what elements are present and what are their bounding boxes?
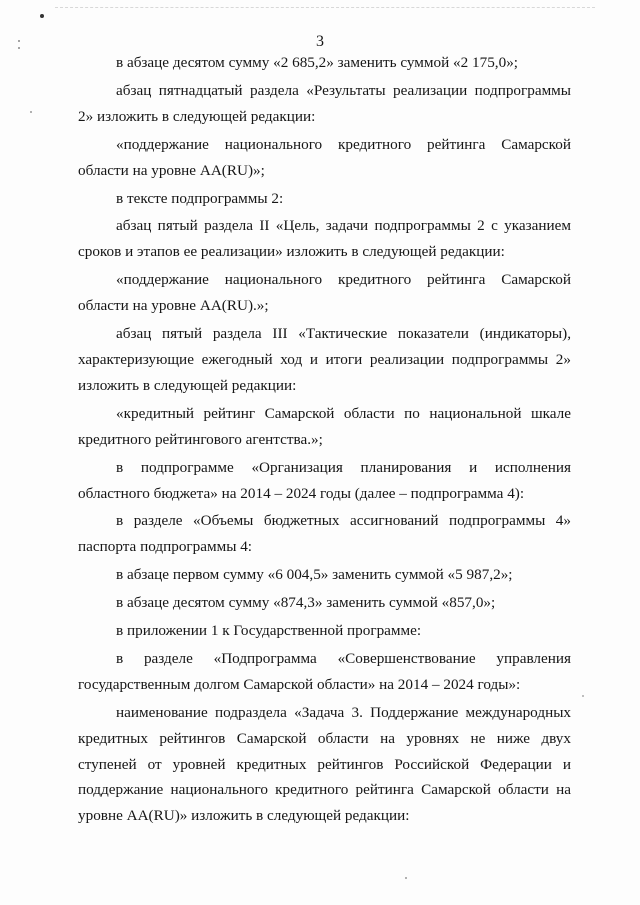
paragraph: в разделе «Подпрограмма «Совершенствование управления государственным долгом Самарской области» на 2014 – 2024 годы»:	[78, 649, 571, 693]
paragraph: в абзаце десятом сумму «2 685,2» заменить суммой «2 175,0»;	[116, 54, 519, 71]
paragraph: в разделе «Объемы бюджетных ассигнований подпрограммы 4» паспорта подпрограммы 4:	[78, 512, 571, 556]
paragraph: «поддержание национального кредитного рейтинга Самарской области на уровне AA(RU)»;	[78, 135, 571, 179]
paragraph: в подпрограмме «Организация планирования и исполнения областного бюджета» на 2014 – 2024 годы (далее – подпрограмма 4):	[78, 458, 571, 502]
page-number: 3	[316, 33, 324, 50]
paragraph: абзац пятнадцатый раздела «Результаты реализации подпрограммы 2» изложить в следующей редакции:	[78, 81, 571, 125]
paragraph: в абзаце десятом сумму «874,3» заменить суммой «857,0»;	[116, 594, 496, 612]
paragraph: «кредитный рейтинг Самарской области по национальной шкале кредитного рейтингового агентства.»;	[78, 404, 571, 448]
paragraph: наименование подраздела «Задача 3. Поддержание международных кредитных рейтингов Самарской области на уровнях не ниже двух ступеней от уровней кредитных рейтингов Российской Федерации и поддержание национального кредитного рейтинга Самарской области на уровне AA(RU)» изложить в следующей редакции:	[78, 703, 571, 825]
scan-speck	[405, 877, 407, 879]
scan-edge-line	[55, 7, 595, 8]
document-body	[78, 50, 571, 831]
scan-speck	[582, 695, 584, 697]
scan-speck	[40, 14, 44, 18]
paragraph: в тексте подпрограммы 2:	[116, 189, 284, 207]
paragraph: в абзаце первом сумму «6 004,5» заменить суммой «5 987,2»;	[116, 566, 513, 584]
paragraph: абзац пятый раздела II «Цель, задачи подпрограммы 2 с указанием сроков и этапов ее реализации» изложить в следующей редакции:	[78, 217, 571, 261]
paragraph: «поддержание национального кредитного рейтинга Самарской области на уровне AA(RU).»;	[78, 271, 571, 315]
paragraph: абзац пятый раздела III «Тактические показатели (индикаторы), характеризующие ежегодный ход и итоги реализации подпрограммы 2» изложить в следующей редакции:	[78, 325, 571, 394]
paragraph: в приложении 1 к Государственной программе:	[116, 622, 422, 640]
scan-speck	[30, 111, 32, 113]
